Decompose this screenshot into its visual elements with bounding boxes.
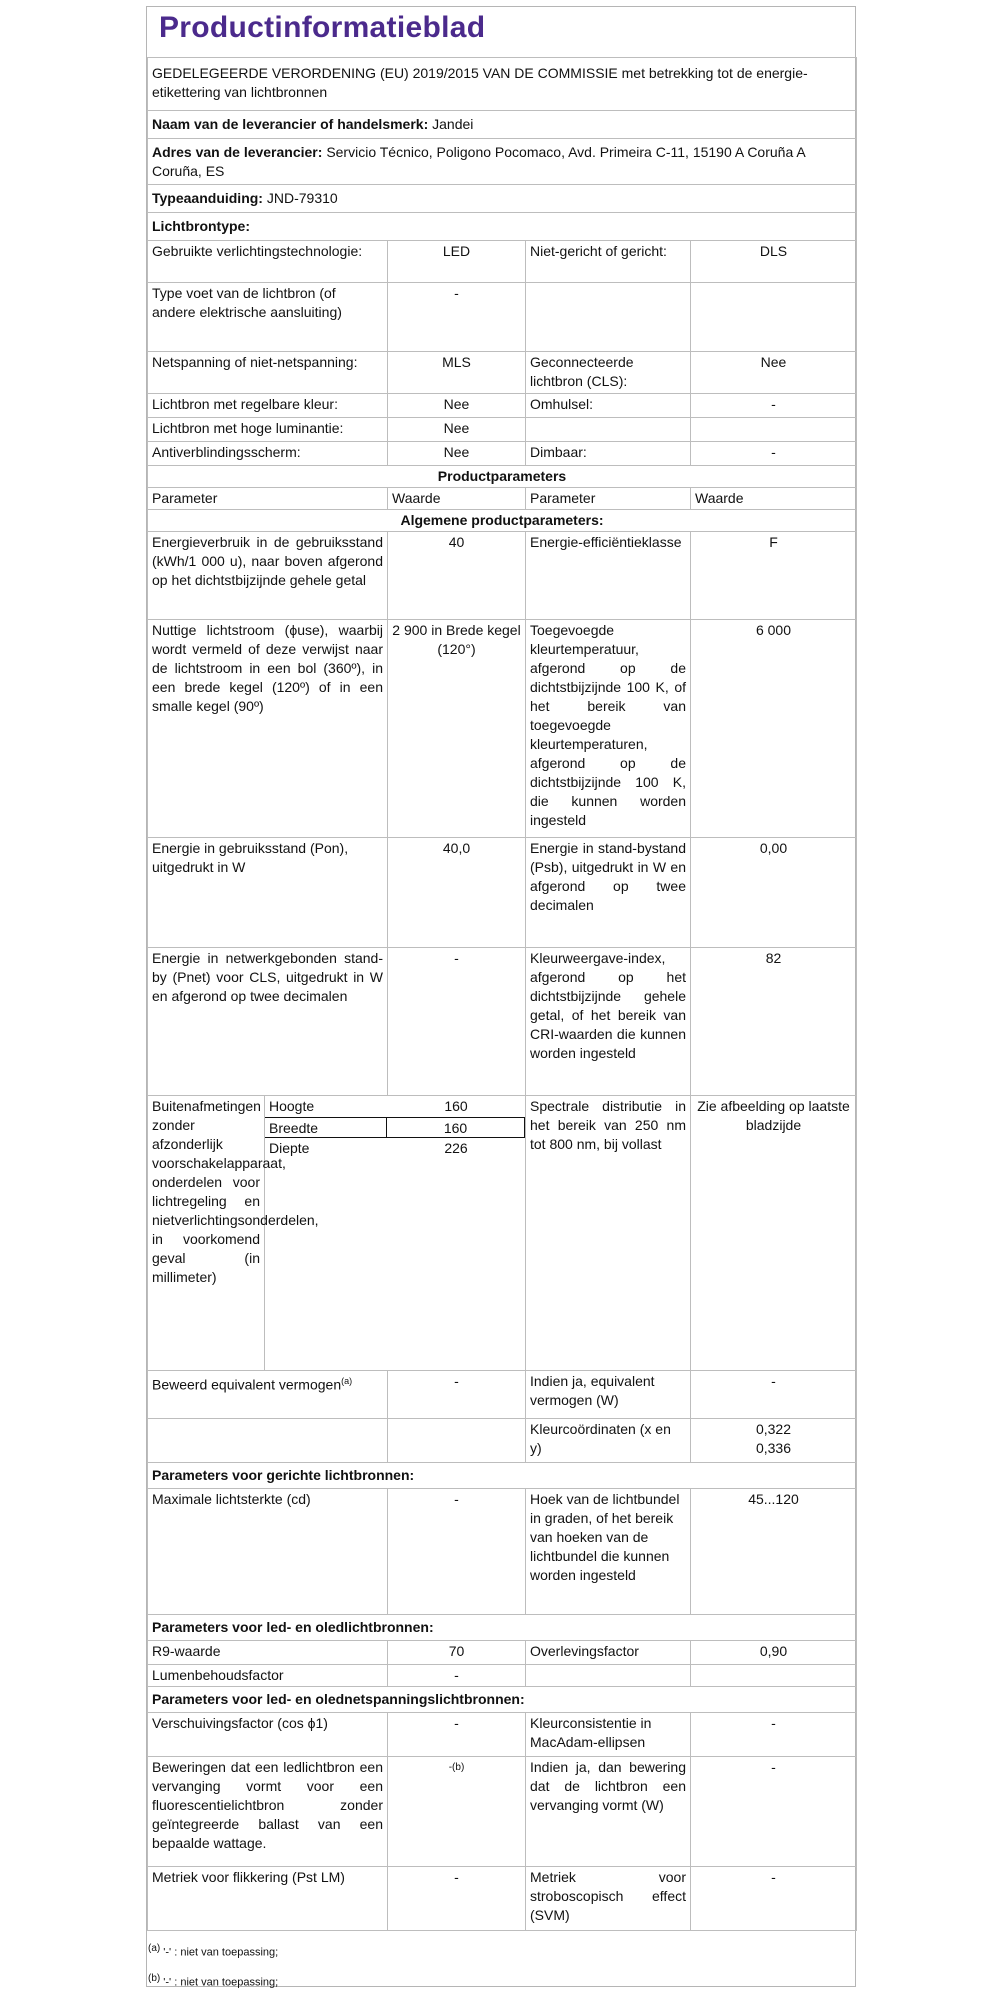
directional-value: - [388, 1489, 526, 1615]
type-param [526, 283, 691, 352]
led-param: Lumenbehoudsfactor [148, 1665, 388, 1687]
type-row [148, 418, 857, 442]
mains-value: - [388, 1867, 526, 1931]
led-param: R9-waarde [148, 1641, 388, 1665]
type-param: Type voet van de lichtbron (of andere elektrische aansluiting) [148, 283, 388, 352]
chroma-values [691, 1419, 857, 1463]
type-value: DLS [691, 241, 857, 283]
type-row [148, 241, 857, 283]
col-header-param: Parameter [526, 488, 691, 510]
type-row [148, 394, 857, 418]
address-label: Adres van de leverancier: [152, 144, 323, 160]
led-row [148, 1641, 857, 1665]
type-value: Nee [388, 442, 526, 466]
footnote-text: '-' : niet van toepassing; [163, 1946, 279, 1959]
dimensions-values [265, 1096, 526, 1371]
col-header-value: Waarde [388, 488, 526, 510]
footnote-mark: (b) [148, 1973, 161, 1984]
col-header-param: Parameter [148, 488, 388, 510]
led-value: 70 [388, 1641, 526, 1665]
general-row [148, 948, 857, 1096]
mains-param: Metriek voor stroboscopisch effect (SVM) [526, 1867, 691, 1931]
claimed-row [148, 1371, 857, 1419]
chroma-x: 0,322 [755, 1421, 792, 1437]
type-row [148, 352, 857, 394]
type-row [148, 283, 857, 352]
directional-param: Hoek van de lichtbundel in graden, of het bereik van hoeken van de lichtbundel die kunnen worden ingesteld [526, 1489, 691, 1615]
mains-header: Parameters voor led- en olednetspanningslichtbronnen: [148, 1687, 857, 1713]
general-param: Energie in stand-bystand (Psb), uitgedrukt in W en afgerond op twee decimalen [526, 838, 691, 948]
chroma-param: Kleurcoördinaten (x en y) [526, 1419, 691, 1463]
general-value: 40,0 [388, 838, 526, 948]
type-param: Netspanning of niet-netspanning: [148, 352, 388, 394]
general-param: Kleurweergave-index, afgerond op het dichtstbijzijnde gehele getal, of het bereik van CRI-waarden die kunnen worden ingesteld [526, 948, 691, 1096]
led-param: Overlevingsfactor [526, 1641, 691, 1665]
directional-value: 45...120 [691, 1489, 857, 1615]
dimension-value: 160 [444, 1098, 468, 1114]
type-value: - [691, 442, 857, 466]
regulation-text: GEDELEGEERDE VERORDENING (EU) 2019/2015 VAN DE COMMISSIE met betrekking tot de energie-etikettering van lichtbronnen [148, 58, 857, 111]
general-value: 2 900 in Brede kegel (120°) [388, 620, 526, 838]
dimension-value: 226 [444, 1140, 468, 1156]
type-value [691, 283, 857, 352]
type-row [148, 442, 857, 466]
mains-row [148, 1867, 857, 1931]
directional-param: Maximale lichtsterkte (cd) [148, 1489, 388, 1615]
dimensions-label: Buitenafmetingen zonder afzonderlijk voorschakelapparaat, onderdelen voor lichtregeling en nietverlichtingsonderdelen, in voorkomend geval (in millimeter) [148, 1096, 265, 1371]
dimensions-row [148, 1096, 857, 1371]
type-value: MLS [388, 352, 526, 394]
page-title: Productinformatieblad [159, 11, 486, 44]
product-information-sheet [146, 6, 856, 1987]
led-row [148, 1665, 857, 1687]
type-value [691, 418, 857, 442]
dimension-value: 160 [387, 1117, 525, 1138]
general-value: F [691, 532, 857, 620]
model-label: Typeaanduiding: [152, 190, 263, 206]
model-row [148, 185, 857, 213]
supplier-label: Naam van de leverancier of handelsmerk: [152, 116, 429, 132]
type-param: Omhulsel: [526, 394, 691, 418]
type-value: - [388, 283, 526, 352]
claimed-param: Beweerd equivalent vermogen$^{(a)}$ [148, 1371, 388, 1419]
type-param: Antiverblindingsscherm: [148, 442, 388, 466]
general-param: Energie in gebruiksstand (Pon), uitgedrukt in W [148, 838, 388, 948]
mains-row [148, 1757, 857, 1867]
empty-cell [388, 1419, 526, 1463]
claimed-equivalent-param: Indien ja, equivalent vermogen (W) [526, 1371, 691, 1419]
dimension-name: Diepte [269, 1140, 310, 1156]
general-row [148, 838, 857, 948]
led-value: - [388, 1665, 526, 1687]
mains-row [148, 1713, 857, 1757]
supplier-row [148, 111, 857, 139]
led-value: 0,90 [691, 1641, 857, 1665]
led-value [691, 1665, 857, 1687]
general-params-header: Algemene productparameters: [148, 510, 857, 532]
claimed-footnote-mark: (a) [341, 1376, 353, 1386]
footnote-mark: (a) [148, 1943, 161, 1954]
directional-header: Parameters voor gerichte lichtbronnen: [148, 1463, 857, 1489]
type-param [526, 418, 691, 442]
product-params-header: Productparameters [148, 466, 857, 488]
type-value: LED [388, 241, 526, 283]
type-value: Nee [691, 352, 857, 394]
chroma-row [148, 1419, 857, 1463]
address-row [148, 139, 857, 185]
address-value: Servicio Técnico, Poligono Pocomaco, Avd. Primeira C-11, 15190 A Coruña A Coruña, ES [152, 144, 805, 179]
general-param: Toegevoegde kleurtemperatuur, afgerond op de dichtstbijzijnde 100 K, of het bereik van toegevoegde kleurtemperaturen, afgerond op de dichtstbijzijnde 100 K, die kunnen worden ingesteld [526, 620, 691, 838]
general-param: Energieverbruik in de gebruiksstand (kWh/1 000 u), naar boven afgerond op het dichtstbijzijnde gehele getal [148, 532, 388, 620]
mains-param: Beweringen dat een ledlichtbron een vervanging vormt voor een fluorescentielichtbron zonder geïntegreerde ballast van een bepaalde wattage. [148, 1757, 388, 1867]
claimed-equivalent-value: - [691, 1371, 857, 1419]
mains-param: Indien ja, dan bewering dat de lichtbron een vervanging vormt (W) [526, 1757, 691, 1867]
mains-value: - [691, 1757, 857, 1867]
general-param: Nuttige lichtstroom (ϕuse), waarbij wordt vermeld of deze verwijst naar de lichtstroom in een bol (360º), in een brede kegel (120º) of in een smalle kegel (90º) [148, 620, 388, 838]
type-value: - [691, 394, 857, 418]
general-value: 0,00 [691, 838, 857, 948]
type-value: Nee [388, 418, 526, 442]
footnote-text: '-' : niet van toepassing; [163, 1976, 279, 1989]
general-param: Energie in netwerkgebonden stand-by (Pnet) voor CLS, uitgedrukt in W en afgerond op twee decimalen [148, 948, 388, 1096]
empty-cell [148, 1419, 388, 1463]
type-param: Niet-gericht of gericht: [526, 241, 691, 283]
mains-value: -(b) [388, 1757, 526, 1867]
general-param: Energie-efficiëntieklasse [526, 532, 691, 620]
general-value: 6 000 [691, 620, 857, 838]
footnote [148, 1943, 278, 1959]
mains-value: - [388, 1713, 526, 1757]
mains-param: Metriek voor flikkering (Pst LM) [148, 1867, 388, 1931]
spectral-value: Zie afbeelding op laatste bladzijde [691, 1096, 857, 1371]
general-row [148, 620, 857, 838]
general-value: 40 [388, 532, 526, 620]
mains-value: - [691, 1867, 857, 1931]
spectral-param: Spectrale distributie in het bereik van 250 nm tot 800 nm, bij vollast [526, 1096, 691, 1371]
type-param: Gebruikte verlichtingstechnologie: [148, 241, 388, 283]
type-value: Nee [388, 394, 526, 418]
lightsource-type-label: Lichtbrontype: [148, 213, 857, 241]
mains-param: Kleurconsistentie in MacAdam-ellipsen [526, 1713, 691, 1757]
mains-value: - [691, 1713, 857, 1757]
column-headers [148, 488, 857, 510]
chroma-y: 0,336 [755, 1440, 792, 1456]
supplier-value: Jandei [432, 116, 474, 132]
model-value: JND-79310 [266, 190, 338, 206]
directional-row [148, 1489, 857, 1615]
col-header-value: Waarde [691, 488, 857, 510]
mains-param: Verschuivingsfactor (cos ϕ1) [148, 1713, 388, 1757]
type-param: Lichtbron met regelbare kleur: [148, 394, 388, 418]
footnote [148, 1973, 278, 1989]
dimension-name: Breedte [265, 1117, 387, 1138]
general-value: 82 [691, 948, 857, 1096]
led-param [526, 1665, 691, 1687]
dimension-name: Hoogte [269, 1098, 315, 1114]
type-param: Lichtbron met hoge luminantie: [148, 418, 388, 442]
claimed-value: - [388, 1371, 526, 1419]
product-table [147, 57, 857, 1931]
type-param: Geconnecteerde lichtbron (CLS): [526, 352, 691, 394]
general-row [148, 532, 857, 620]
type-param: Dimbaar: [526, 442, 691, 466]
general-value: - [388, 948, 526, 1096]
led-header: Parameters voor led- en oledlichtbronnen: [148, 1615, 857, 1641]
